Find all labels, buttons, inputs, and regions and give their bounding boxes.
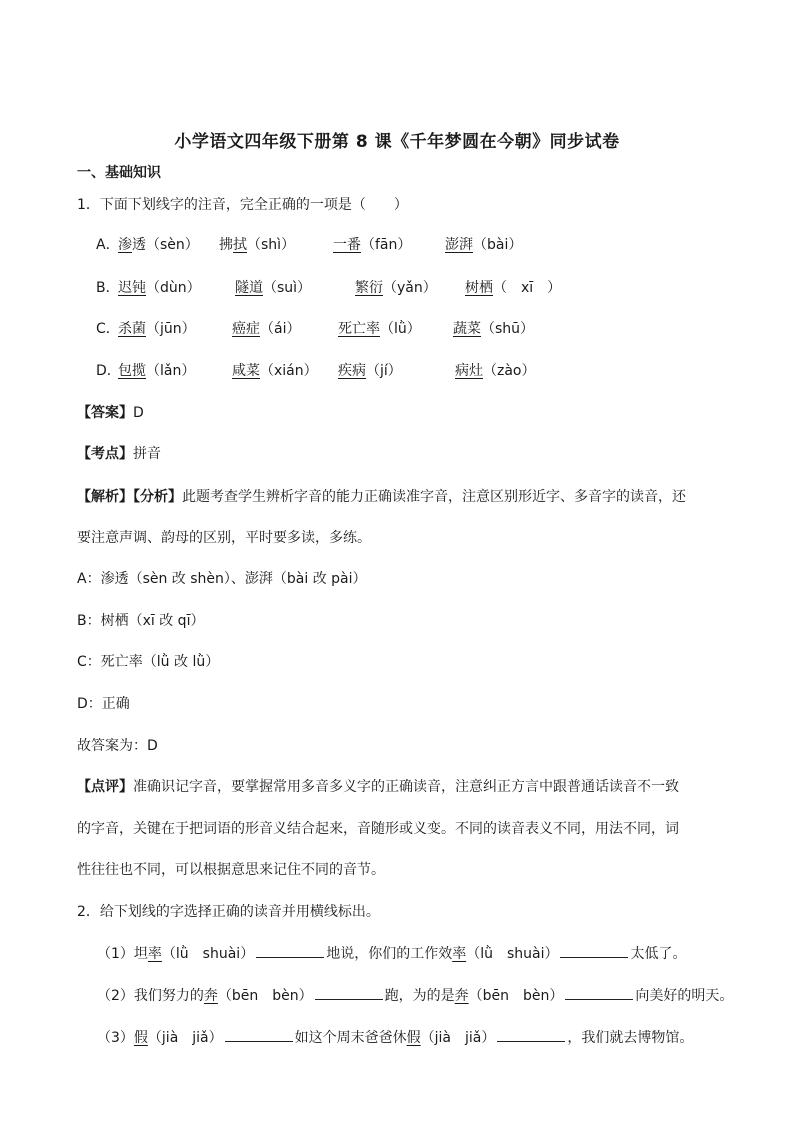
page-title: 小学语文四年级下册第 8 课《千年梦圆在今朝》同步试卷 <box>174 132 620 152</box>
answer: 【答案】D <box>77 405 144 421</box>
option-letter: C． <box>96 321 120 337</box>
option-item: 一番（fān） <box>333 237 412 253</box>
option-item: 杀菌（jūn） <box>118 321 196 337</box>
option-item: 疾病（jí） <box>338 363 402 379</box>
option-item: 癌症（ái） <box>232 321 301 337</box>
answer-blank[interactable] <box>225 1029 293 1042</box>
question-2-stem: 2．给下划线的字选择正确的读音并用横线标出。 <box>77 904 380 920</box>
option-item: 迟钝（dùn） <box>118 280 201 296</box>
answer-blank[interactable] <box>256 945 324 958</box>
option-item: 树栖（ xī ） <box>465 280 562 296</box>
option-letter: A． <box>96 237 120 253</box>
comment-line-1: 【点评】准确识记字音，要掌握常用多音多义字的正确读音，注意纠正方言中跟普通话读音不一致 <box>77 779 679 795</box>
analysis-line-2: 要注意声调、韵母的区别，平时要多读，多练。 <box>77 530 371 546</box>
analysis-c: C：死亡率（lǜ 改 lǜ） <box>77 654 220 670</box>
option-item: 澎湃（bài） <box>445 237 523 253</box>
knowledge-point: 【考点】拼音 <box>77 446 161 462</box>
analysis-b: B：树栖（xī 改 qī） <box>77 613 205 629</box>
section-heading: 一、基础知识 <box>77 165 161 181</box>
option-item: 蔬菜（shū） <box>453 321 535 337</box>
question-1-stem: 1．下面下划线字的注音，完全正确的一项是（ ） <box>77 197 408 213</box>
option-item: 病灶（zào） <box>455 363 536 379</box>
answer-blank[interactable] <box>560 945 628 958</box>
option-item: 拂拭（shì） <box>219 237 296 253</box>
option-letter: D． <box>96 363 121 379</box>
answer-blank[interactable] <box>497 1029 565 1042</box>
question-2-item-2: （2）我们努力的奔（bēn bèn） 跑，为的是奔（bēn bèn） 向美好的明天。 <box>97 988 734 1004</box>
option-item: 渗透（sèn） <box>118 237 199 253</box>
analysis-line-1: 【解析】【分析】此题考查学生辨析字音的能力正确读准字音，注意区别形近字、多音字的读音，还 <box>77 489 686 505</box>
option-item: 死亡率（lǜ） <box>338 321 421 337</box>
comment-line-3: 性往往也不同，可以根据意思来记住不同的音节。 <box>77 862 385 878</box>
option-letter: B． <box>96 280 120 296</box>
question-2-item-3: （3）假（jià jiǎ） 如这个周末爸爸休假（jià jiǎ） ，我们就去博物馆。 <box>97 1030 694 1046</box>
analysis-d: D：正确 <box>77 696 130 712</box>
answer-blank[interactable] <box>565 987 633 1000</box>
question-2-item-1: （1）坦率（lǜ shuài） 地说，你们的工作效率（lǜ shuài） 太低了。 <box>97 946 687 962</box>
option-item: 隧道（suì） <box>235 280 312 296</box>
option-item: 繁衍（yǎn） <box>355 280 437 296</box>
conclusion: 故答案为：D <box>77 738 158 754</box>
analysis-a: A：渗透（sèn 改 shèn）、澎湃（bài 改 pài） <box>77 571 367 587</box>
option-item: 包揽（lǎn） <box>118 363 196 379</box>
option-item: 咸菜（xián） <box>232 363 318 379</box>
answer-blank[interactable] <box>315 987 383 1000</box>
comment-line-2: 的字音，关键在于把词语的形音义结合起来，音随形或义变。不同的读音表义不同，用法不同，词 <box>77 821 679 837</box>
